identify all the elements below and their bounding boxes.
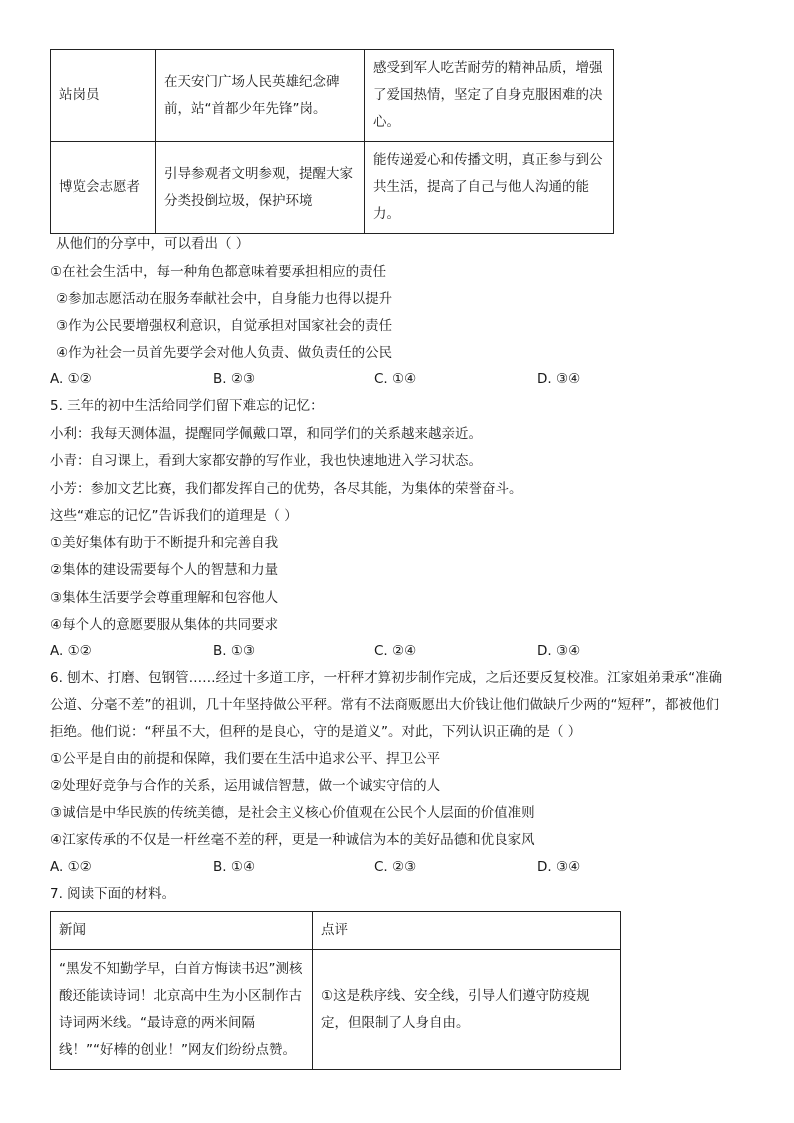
statement-item: ②处理好竞争与合作的关系，运用诚信智慧，做一个诚实守信的人 (50, 778, 441, 794)
table-header-row (51, 912, 621, 950)
statement-item: ④江家传承的不仅是一杆丝毫不差的秤，更是一种诚信为本的美好品德和优良家风 (50, 832, 535, 848)
answer-options (50, 369, 770, 389)
table-row (51, 950, 621, 1070)
option-b[interactable]: B. ①③ (213, 643, 256, 659)
table-cell: 博览会志愿者 (51, 142, 156, 234)
option-a[interactable]: A. ①② (50, 643, 92, 659)
table-cell: 站岗员 (51, 50, 156, 142)
statement-item: ②集体的建设需要每个人的智慧和力量 (50, 562, 279, 578)
header-news: 新闻 (51, 912, 313, 950)
news-table (50, 911, 621, 1070)
option-d[interactable]: D. ③④ (537, 371, 581, 387)
header-comment: 点评 (313, 912, 621, 950)
statement-item: ②参加志愿活动在服务奉献社会中，自身能力也得以提升 (56, 291, 393, 307)
table-row (51, 142, 614, 234)
option-d[interactable]: D. ③④ (537, 643, 581, 659)
material-line: 小芳：参加文艺比赛，我们都发挥自己的优势，各尽其能，为集体的荣誉奋斗。 (50, 481, 523, 497)
table-cell: 在天安门广场人民英雄纪念碑前，站“首都少年先锋”岗。 (156, 50, 365, 142)
statement-item: ①在社会生活中，每一种角色都意味着要承担相应的责任 (50, 264, 387, 280)
statement-item: ①公平是自由的前提和保障，我们要在生活中追求公平、捍卫公平 (50, 751, 441, 767)
material-line: 小利：我每天测体温，提醒同学佩戴口罩，和同学们的关系越来越亲近。 (50, 426, 482, 442)
table-row (51, 50, 614, 142)
question-stem: 拒绝。他们说：“秤虽不大，但秤的是良心，守的是道义”。对此，下列认识正确的是（ ） (50, 724, 582, 740)
role-table (50, 49, 614, 234)
news-cell: “黑发不知勤学早，白首方悔读书迟”测核酸还能读诗词！北京高中生为小区制作古诗词两米线。“最诗意的两米间隔线！”“好棒的创业！”网友们纷纷点赞。 (51, 950, 313, 1070)
option-b[interactable]: B. ②③ (213, 371, 256, 387)
table-cell: 引导参观者文明参观，提醒大家分类投倒垃圾，保护环境 (156, 142, 365, 234)
question-stem: 公道、分毫不差”的祖训，几十年坚持做公平秤。常有不法商贩愿出大价钱让他们做缺斤少两的“短秤”，都被他们 (50, 697, 719, 713)
question-stem: 这些“难忘的记忆”告诉我们的道理是（ ） (50, 508, 298, 524)
question-stem: 5. 三年的初中生活给同学们留下难忘的记忆： (50, 398, 324, 414)
table-cell: 感受到军人吃苦耐劳的精神品质，增强了爱国热情，坚定了自身克服困难的决心。 (365, 50, 614, 142)
statement-item: ③诚信是中华民族的传统美德，是社会主义核心价值观在公民个人层面的价值准则 (50, 805, 535, 821)
question-stem: 7. 阅读下面的材料。 (50, 886, 176, 902)
option-c[interactable]: C. ①④ (374, 371, 417, 387)
option-c[interactable]: C. ②③ (374, 859, 417, 875)
statement-item: ③集体生活要学会尊重理解和包容他人 (50, 590, 279, 606)
option-c[interactable]: C. ②④ (374, 643, 417, 659)
option-b[interactable]: B. ①④ (213, 859, 256, 875)
option-a[interactable]: A. ①② (50, 371, 92, 387)
question-stem: 从他们的分享中，可以看出（ ） (56, 236, 250, 252)
option-d[interactable]: D. ③④ (537, 859, 581, 875)
comment-cell: ①这是秩序线、安全线，引导人们遵守防疫规定，但限制了人身自由。 (313, 950, 621, 1070)
statement-item: ①美好集体有助于不断提升和完善自我 (50, 535, 279, 551)
statement-item: ③作为公民要增强权利意识，自觉承担对国家社会的责任 (56, 318, 393, 334)
statement-item: ④每个人的意愿要服从集体的共同要求 (50, 617, 279, 633)
answer-options (50, 641, 770, 661)
statement-item: ④作为社会一员首先要学会对他人负责、做负责任的公民 (56, 345, 393, 361)
table-cell: 能传递爱心和传播文明，真正参与到公共生活，提高了自己与他人沟通的能力。 (365, 142, 614, 234)
answer-options (50, 857, 770, 877)
question-stem: 6. 刨木、打磨、包钢管……经过十多道工序，一杆秤才算初步制作完成，之后还要反复校准。江家姐弟秉承“准确 (50, 670, 723, 686)
material-line: 小青：自习课上，看到大家都安静的写作业，我也快速地进入学习状态。 (50, 453, 482, 469)
option-a[interactable]: A. ①② (50, 859, 92, 875)
